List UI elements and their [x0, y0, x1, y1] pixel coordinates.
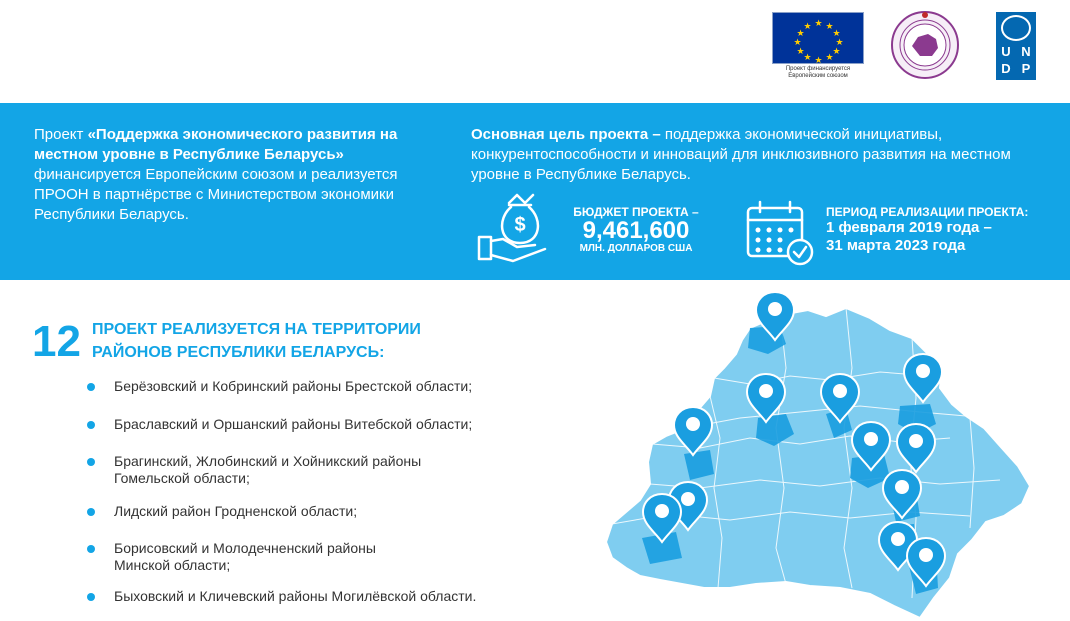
bullet-icon	[87, 508, 95, 516]
ministry-of-economy-logo	[890, 10, 960, 80]
belarus-outline	[606, 308, 1030, 618]
bullet-icon	[87, 545, 95, 553]
svg-text:$: $	[514, 214, 526, 236]
list-item: Берёзовский и Кобринский районы Брестской области;	[87, 378, 567, 395]
eu-flag-icon: ★ ★ ★ ★ ★ ★ ★ ★ ★ ★ ★ ★	[772, 12, 864, 64]
undp-logo: U N D P	[996, 12, 1036, 80]
bullet-icon	[87, 383, 95, 391]
belarus-map	[590, 288, 1050, 621]
project-info-band	[0, 103, 1070, 280]
list-item: Брагинский, Жлобинский и Хойникский районы Гомельской области;	[87, 453, 567, 487]
calendar-icon	[744, 200, 816, 266]
coverage-heading: ПРОЕКТ РЕАЛИЗУЕТСЯ НА ТЕРРИТОРИИ РАЙОНОВ РЕСПУБЛИКИ БЕЛАРУСЬ:	[92, 321, 421, 361]
project-goal: Основная цель проекта – поддержка экономической инициативы, конкурентоспособности и инноваций для инклюзивного развития на местном уровне в Республике Беларусь.	[471, 126, 1011, 183]
list-item: Браславский и Оршанский районы Витебской области;	[87, 416, 567, 433]
list-item: Лидский район Гродненской области;	[87, 503, 567, 520]
district-count: 12	[32, 317, 81, 366]
project-intro: Проект «Поддержка экономического развития на местном уровне в Республике Беларусь» финансируется Европейским союзом и реализуется ПРООН в партнёрстве с Министерством экономики Республики Беларусь.	[34, 126, 398, 223]
period-block: ПЕРИОД РЕАЛИЗАЦИИ ПРОЕКТА: 1 февраля 2019 года – 31 марта 2023 года	[826, 205, 1029, 254]
bullet-icon	[87, 593, 95, 601]
bullet-icon	[87, 421, 95, 429]
bullet-icon	[87, 458, 95, 466]
list-item: Быховский и Кличевский районы Могилёвской области.	[87, 588, 567, 605]
budget-value: 9,461,600	[582, 217, 690, 244]
budget-block: БЮДЖЕТ ПРОЕКТА – 9,461,600 МЛН. ДОЛЛАРОВ США	[566, 205, 706, 255]
eu-caption: Проект финансируется Европейским союзом	[785, 66, 851, 79]
un-globe-icon	[1001, 15, 1031, 41]
money-bag-icon	[473, 193, 553, 265]
eu-logo	[772, 12, 864, 82]
list-item: Борисовский и Молодечненский районы Минской области;	[87, 540, 567, 574]
